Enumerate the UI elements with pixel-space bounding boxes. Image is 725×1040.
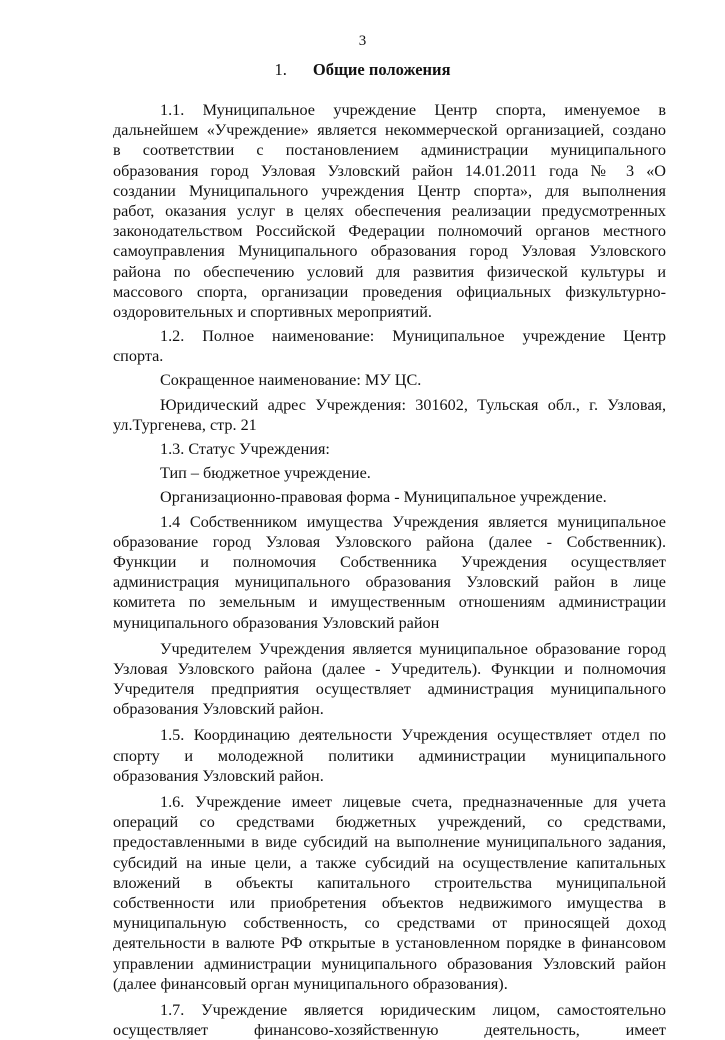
- text-line: 1.5. Координацию деятельности Учреждения осуществляет отдел по: [160, 726, 666, 745]
- text-line: операций со средствами бюджетных учреждений, со средствами,: [113, 813, 666, 832]
- text-line: образования город Узловая Узловский район 14.01.2011 года № 3 «О: [113, 161, 666, 180]
- text-line: массового спорта, организации проведения официальных физкультурно-: [113, 282, 666, 301]
- section-number: 1.: [274, 60, 287, 79]
- paragraph-legal-form: [113, 487, 666, 507]
- paragraph-1-2: [113, 326, 666, 366]
- text-line: субсидий на иные цели, а также субсидий на осуществление капитальных: [113, 853, 666, 872]
- section-title: Общие положения: [312, 60, 451, 79]
- text-line: 1.4 Собственником имущества Учреждения является муниципальное: [160, 512, 666, 531]
- text-line: образования Узловский район.: [113, 766, 324, 785]
- paragraph-founder: [113, 639, 666, 720]
- text-line: создании Муниципального учреждения Центр спорта», для выполнения: [113, 181, 666, 200]
- text-line: Юридический адрес Учреждения: 301602, Тульская обл., г. Узловая,: [160, 395, 666, 414]
- text-line: Организационно-правовая форма - Муниципальное учреждение.: [160, 488, 607, 507]
- text-line: администрация муниципального образования Узловский район в лице: [113, 573, 666, 592]
- text-line: образования Узловский район.: [113, 700, 324, 719]
- text-line: оздоровительных и спортивных мероприятий.: [113, 302, 432, 321]
- paragraph-short-name: [113, 370, 666, 390]
- text-line: работ, оказания услуг в целях обеспечения реализации предусмотренных: [113, 201, 666, 220]
- text-line: Функции и полномочия Собственника Учреждения осуществляет: [113, 552, 666, 571]
- text-line: 1.3. Статус Учреждения:: [160, 440, 330, 458]
- text-line: 1.1. Муниципальное учреждение Центр спорта, именуемое в: [160, 101, 666, 119]
- text-line: (далее финансовый орган муниципального образования).: [113, 974, 508, 993]
- text-line: спорта.: [113, 347, 164, 366]
- paragraph-1-5: [113, 725, 666, 786]
- text-line: деятельности в валюте РФ открытые в установленном порядке в финансовом: [113, 934, 666, 953]
- page-number: 3: [358, 33, 367, 49]
- text-line: муниципальную собственность, со средствами от приносящей доход: [113, 914, 666, 933]
- text-line: спорту и молодежной политики администрации муниципального: [113, 746, 666, 765]
- text-line: 1.2. Полное наименование: Муниципальное учреждение Центр: [160, 327, 666, 346]
- text-line: района по обеспечению условий для развития физической культуры и: [113, 262, 666, 281]
- text-line: Тип – бюджетное учреждение.: [160, 464, 371, 483]
- text-line: образование город Узловая Узловского района (далее - Собственник).: [113, 532, 666, 551]
- text-line: управлении администрации муниципального образования Узловский район: [113, 954, 666, 973]
- paragraph-legal-address: [113, 395, 666, 435]
- text-line: вложений в объекты капитального строительства муниципальной: [113, 873, 666, 892]
- paragraph-type: [113, 463, 666, 483]
- paragraph-1-4: [113, 512, 666, 633]
- text-line: Сокращенное наименование: МУ ЦС.: [160, 371, 422, 390]
- text-line: муниципального образования Узловский район: [113, 613, 440, 632]
- text-line: ул.Тургенева, стр. 21: [113, 415, 257, 434]
- text-line: Учредителем Учреждения является муниципальное образование город: [160, 639, 666, 658]
- text-line: комитета по земельным и имущественным отношениям администрации: [113, 593, 666, 612]
- text-line: Узловая Узловского района (далее - Учредитель). Функции и полномочия: [113, 659, 666, 678]
- text-line: самоуправления Муниципального образования город Узловая Узловского: [113, 242, 666, 261]
- text-line: Учредителя предприятия осуществляет администрация муниципального: [113, 680, 666, 699]
- text-line: предоставленными в виде субсидий на выполнение муниципального задания,: [113, 833, 666, 852]
- paragraph-1-7: [113, 1000, 666, 1040]
- section-heading: [0, 60, 725, 80]
- text-line: дальнейшем «Учреждение» является некоммерческой организацией, создано: [113, 121, 666, 140]
- paragraph-1-3: [113, 439, 666, 459]
- text-line: 1.6. Учреждение имеет лицевые счета, предназначенные для учета: [160, 793, 666, 811]
- text-line: 1.7. Учреждение является юридическим лицом, самостоятельно: [160, 1000, 666, 1019]
- paragraph-1-6: [113, 792, 666, 994]
- text-line: в соответствии с постановлением администрации муниципального: [113, 141, 666, 160]
- text-line: осуществляет финансово-хозяйственную деятельность, имеет: [113, 1021, 666, 1040]
- text-line: собственности или приобретения объектов недвижимого имущества в: [113, 893, 666, 912]
- document-body: [113, 100, 666, 1040]
- paragraph-1-1: [113, 100, 666, 322]
- text-line: законодательством Российской Федерации полномочий органов местного: [113, 222, 666, 241]
